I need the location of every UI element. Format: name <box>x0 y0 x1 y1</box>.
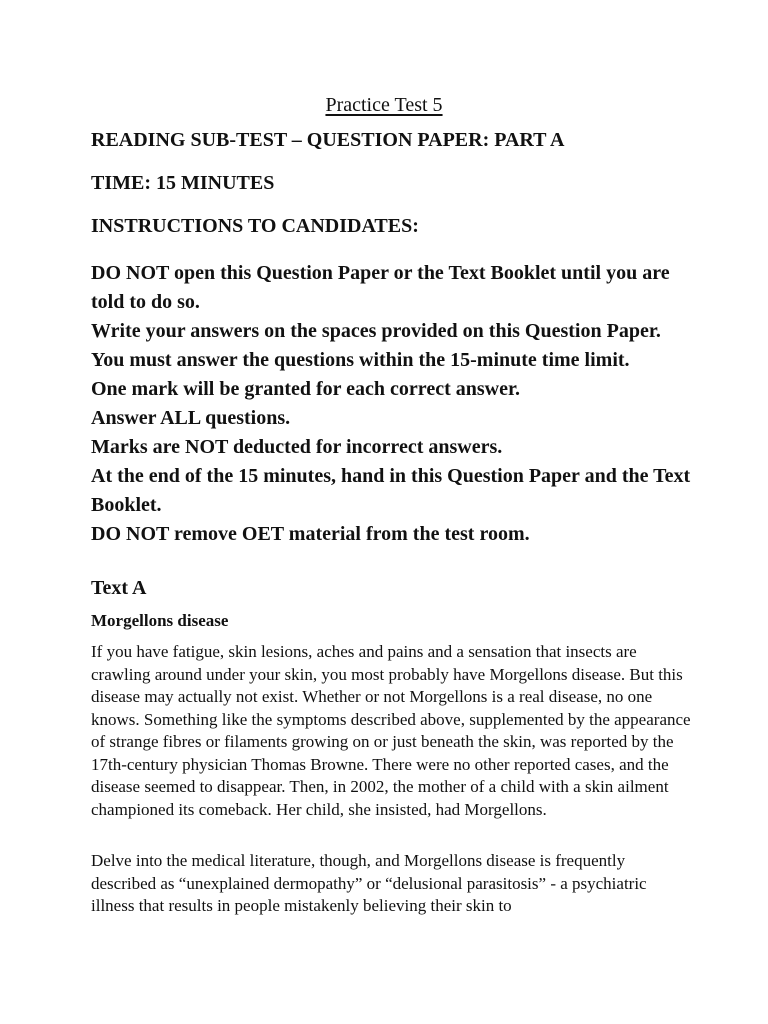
sub-test-heading: READING SUB-TEST – QUESTION PAPER: PART A <box>91 129 565 151</box>
article-paragraph: Delve into the medical literature, though, and Morgellons disease is frequently described as “unexplained dermopathy” or “delusional parasitosis” - a psychiatric illness that results in people mistakenly believing their skin to <box>91 851 647 915</box>
instructions-list <box>91 259 691 549</box>
instruction-item: At the end of the 15 minutes, hand in this Question Paper and the Text Booklet. <box>91 465 691 516</box>
instruction-item: Marks are NOT deducted for incorrect answers. <box>91 436 503 458</box>
instruction-item: Write your answers on the spaces provided on this Question Paper. <box>91 320 661 342</box>
instruction-item: One mark will be granted for each correct answer. <box>91 378 520 400</box>
article-paragraph: If you have fatigue, skin lesions, aches and pains and a sensation that insects are crawling around under your skin, you most probably have Morgellons disease. But this disease may actually not exist. Whether or not Morgellons is a real disease, no one knows. Something like the symptoms described above, supplemented by the appearance of strange fibres or filaments growing on or just beneath the skin, was reported by the 17th-century physician Thomas Browne. There were no other reported cases, and the disease seemed to disappear. Then, in 2002, the mother of a child with a skin ailment championed its comeback. Her child, she insisted, had Morgellons. <box>91 642 691 819</box>
document-title: Practice Test 5 <box>325 94 443 116</box>
instruction-item: DO NOT open this Question Paper or the Text Booklet until you are told to do so. <box>91 262 670 313</box>
instruction-item: You must answer the questions within the 15-minute time limit. <box>91 349 630 371</box>
time-limit: TIME: 15 MINUTES <box>91 172 275 194</box>
instructions-heading: INSTRUCTIONS TO CANDIDATES: <box>91 215 419 237</box>
instruction-item: DO NOT remove OET material from the test room. <box>91 523 530 545</box>
instruction-item: Answer ALL questions. <box>91 407 291 429</box>
article-title: Morgellons disease <box>91 611 229 630</box>
text-label: Text A <box>91 577 147 599</box>
